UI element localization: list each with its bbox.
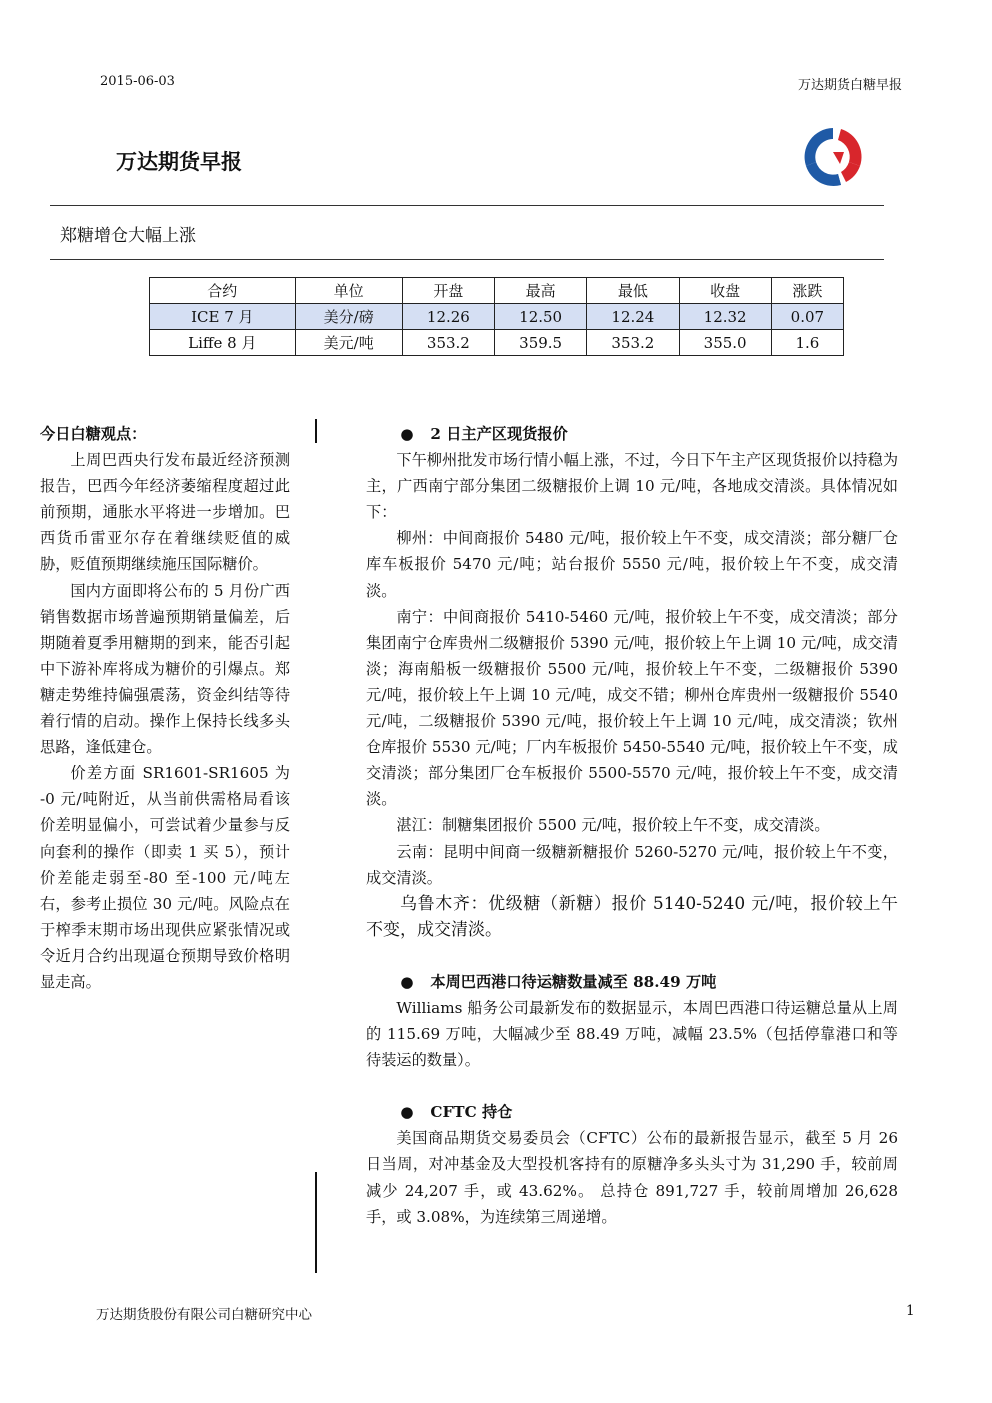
table-row	[150, 304, 844, 330]
table-cell: 353.2	[587, 330, 679, 356]
footer-organization: 万达期货股份有限公司白糖研究中心	[96, 1307, 312, 1323]
outlook-heading: 今日白糖观点：	[40, 425, 147, 443]
table-cell: ICE 7 月	[150, 304, 296, 330]
outlook-paragraph: 价差方面 SR1601-SR1605 为 -0 元/吨附近，从当前供需格局看该价差明显偏小，可尝试着少量参与反向套利的操作（即卖 1 买 5），预计价差能走弱至-80 至-100 元/吨左右，参考止损位 30 元/吨。风险点在于榨季末期市场出现供应紧张情况或令近月合约出现逼仓预期导致价格明显走高。	[40, 764, 290, 991]
table-cell: 美元/吨	[295, 330, 402, 356]
spot-paragraph: 下午柳州批发市场行情小幅上涨，不过，今日下午主产区现货报价以持稳为主，广西南宁部分集团二级糖报价上调 10 元/吨，各地成交清淡。具体情况如下：	[366, 451, 898, 522]
spot-paragraph: 南宁：中间商报价 5410-5460 元/吨，报价较上午不变，成交清淡；部分集团南宁仓库贵州二级糖报价 5390 元/吨，报价较上午上调 10 元/吨，成交清淡；海南船板一级糖报价 5500 元/吨，报价较上午不变，二级糖报价 5390 元/吨，报价较上午上调 10 元/吨，成交不错；柳州仓库贵州一级糖报价 5540 元/吨，二级糖报价 5390 元/吨，报价较上午上调 10 元/吨，成交清淡；钦州仓库报价 5530 元/吨；厂内车板报价 5450-5540 元/吨，报价较上午不变，成交清淡；部分集团厂仓车板报价 5500-5570 元/吨，报价较上午不变，成交清淡。	[366, 607, 898, 809]
header-cell: 最低	[587, 278, 679, 304]
company-logo	[796, 120, 870, 194]
table-cell: 12.24	[587, 304, 679, 330]
section-heading-spot: ● 2 日主产区现货报价	[366, 421, 898, 447]
bullet-icon: ●	[400, 972, 414, 991]
table-header-row	[150, 278, 844, 304]
table-cell: 美分/磅	[295, 304, 402, 330]
column-divider-bottom	[315, 1172, 317, 1273]
report-date: 2015-06-03	[100, 74, 175, 89]
table-cell: 353.2	[402, 330, 494, 356]
report-subtitle: 郑糖增仓大幅上涨	[60, 226, 196, 246]
outlook-paragraph: 国内方面即将公布的 5 月份广西销售数据市场普遍预期销量偏差，后期随着夏季用糖期的到来，能否引起中下游补库将成为糖价的引爆点。郑糖走势维持偏强震荡，资金纠结等待着行情的启动。操作上保持长线多头思路，逢低建仓。	[40, 581, 290, 757]
section-heading-brazil: ● 本周巴西港口待运糖数量减至 88.49 万吨	[366, 969, 898, 995]
subtitle-divider	[50, 259, 884, 260]
outlook-paragraph: 上周巴西央行发布最近经济预测报告，巴西今年经济萎缩程度超过此前预期，通胀水平将进一步增加。巴西货币雷亚尔存在着继续贬值的威胁，贬值预期继续施压国际糖价。	[40, 451, 290, 574]
table-cell: 1.6	[771, 330, 843, 356]
table-cell: 359.5	[495, 330, 587, 356]
page-number: 1	[906, 1303, 915, 1319]
bullet-icon: ●	[400, 425, 414, 443]
title-divider	[50, 205, 884, 206]
spot-paragraph: 柳州：中间商报价 5480 元/吨，报价较上午不变，成交清淡；部分糖厂仓库车板报价 5470 元/吨；站台报价 5550 元/吨，报价较上午不变，成交清淡。	[366, 529, 898, 600]
spot-paragraph: 湛江：制糖集团报价 5500 元/吨，报价较上午不变，成交清淡。	[396, 816, 830, 835]
bullet-icon: ●	[400, 1103, 414, 1122]
spot-paragraph: 乌鲁木齐：优级糖（新糖）报价 5140-5240 元/吨，报价较上午不变，成交清淡。	[366, 893, 898, 940]
header-brand: 万达期货白糖早报	[797, 78, 902, 93]
table-cell: 0.07	[771, 304, 843, 330]
cftc-paragraph: 美国商品期货交易委员会（CFTC）公布的最新报告显示，截至 5 月 26 日当周，对冲基金及大型投机客持有的原糖净多头头寸为 31,290 手，较前周减少 24,207 手，或 43.62%。 总持仓 891,727 手，较前周增加 26,628 手，或 3.08%，为连续第三周递增。	[366, 1129, 898, 1226]
table-cell: 12.32	[679, 304, 771, 330]
brazil-paragraph: Williams 船务公司最新发布的数据显示，本周巴西港口待运糖总量从上周的 115.69 万吨，大幅减少至 88.49 万吨，减幅 23.5%（包括停靠港口和等待装运的数量）。	[366, 998, 898, 1070]
spot-paragraph: 云南：昆明中间商一级糖新糖报价 5260-5270 元/吨，报价较上午不变，成交清淡。	[366, 842, 898, 887]
header-cell: 合约	[150, 278, 296, 304]
table-cell: 12.26	[402, 304, 494, 330]
table-cell: 355.0	[679, 330, 771, 356]
quote-table	[149, 277, 844, 356]
header-cell: 开盘	[402, 278, 494, 304]
table-row	[150, 330, 844, 356]
section-heading-cftc: ● CFTC 持仓	[366, 1099, 898, 1125]
table-cell: 12.50	[495, 304, 587, 330]
header-cell: 收盘	[679, 278, 771, 304]
header-cell: 涨跌	[771, 278, 843, 304]
column-divider-top	[315, 419, 317, 443]
sugar-outlook-column	[40, 421, 290, 995]
header-cell: 最高	[495, 278, 587, 304]
header-cell: 单位	[295, 278, 402, 304]
page-title: 万达期货早报	[116, 150, 242, 174]
news-column	[366, 421, 898, 1230]
table-cell: Liffe 8 月	[150, 330, 296, 356]
